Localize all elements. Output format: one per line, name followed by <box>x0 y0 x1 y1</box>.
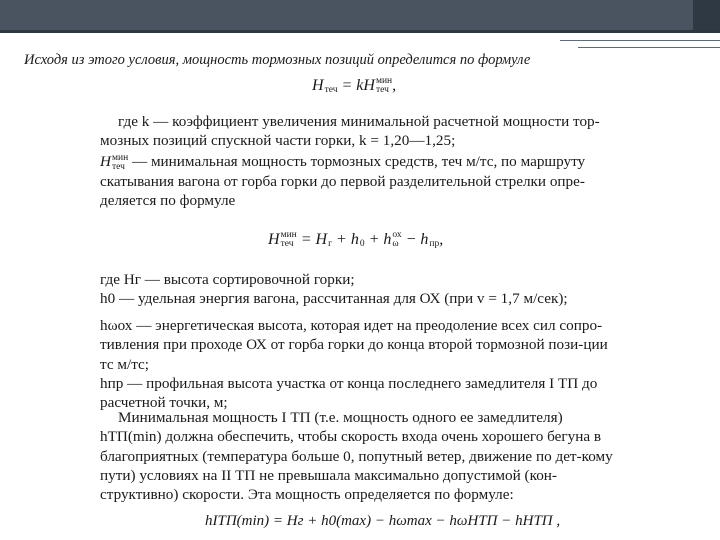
formula-2-plus2: + h <box>368 231 392 248</box>
formula-1-lhs-idx <box>325 77 338 95</box>
formula-1-rhs-idx <box>376 77 392 95</box>
formula-2-sub-g: г <box>328 239 333 250</box>
decor-line-2 <box>578 47 720 48</box>
formula-1-lhs: H <box>312 77 324 94</box>
decor-line-1 <box>560 40 720 41</box>
formula-2-g-idx <box>328 231 332 249</box>
para-k-definition: где k — коэффициент увеличения минимальной расчетной мощности тор-мозных позиций спускной части горки, k = 1,20—1,25; <box>100 113 600 150</box>
para-hpr: hпр — профильная высота участка от конца последнего замедлителя I ТП до расчетной точки, м; <box>100 375 598 412</box>
para-h-min-sup: мин <box>111 152 129 163</box>
para-h-min-text: — минимальная мощность тормозных средств, теч м/тс, по маршруту скатывания вагона от горба горки до первой разделительной стрелки опре-деляется по формуле <box>100 153 586 209</box>
slide-heading: Исходя из этого условия, мощность тормозных позиций определится по формуле <box>24 52 531 68</box>
para-min-power: Минимальная мощность I ТП (т.е. мощность одного ее замедлителя) hТП(min) должна обеспечить, чтобы скорость входа очень хорошего бегуна в благоприятных (температура больше 0, попутный ветер, движение по дет-кому пути) условиях на II ТП не превышала максимально допустимой (кон-структивно) скорости. Эта мощность определяется по формуле: <box>100 409 613 504</box>
formula-2-lhs-sup: мин <box>280 230 297 241</box>
formula-2-eq: = H <box>300 231 328 248</box>
formula-2-sub-w: ω <box>392 239 399 250</box>
formula-2-0-idx <box>360 231 365 249</box>
para-h-min-sub: теч <box>111 161 125 172</box>
scanned-page <box>100 72 630 540</box>
formula-1 <box>312 76 396 95</box>
para-h-min-symbol: H <box>100 153 111 170</box>
formula-3: hITП(min) = Hг + h0(max) − hωmax − hωНТП − hНТП , <box>205 513 561 529</box>
formula-2-sub-pr: пр <box>429 239 440 250</box>
formula-1-tail: , <box>392 77 397 94</box>
formula-1-rhs-sub: теч <box>375 85 389 96</box>
formula-2-sup-ox: ох <box>392 230 402 241</box>
para-hg: где Hг — высота сортировочной горки; <box>100 271 355 288</box>
formula-2-tail: , <box>439 231 444 248</box>
para-h-min-idx <box>112 154 128 172</box>
formula-2-lhs-sub: теч <box>280 239 294 250</box>
formula-2-plus: + h <box>336 231 359 248</box>
slide-top-bar-accent <box>0 30 720 33</box>
formula-2-lhs-idx <box>281 231 297 249</box>
para-hw: hωох — энергетическая высота, которая идет на преодоление всех сил сопро-тивления при проходе ОХ от горба горки до конца второй тормозной пози-ции тс м/тс; <box>100 317 608 373</box>
para-h-min <box>100 152 620 210</box>
formula-2-w-idx <box>392 231 401 249</box>
formula-2: H мин теч = H г + h 0 + h ох ω − h пр , <box>268 230 444 250</box>
formula-1-eq: = kH <box>341 77 375 94</box>
formula-2-minus: − h <box>405 231 429 248</box>
formula-1-rhs-sup: мин <box>375 76 393 87</box>
formula-1-lhs-sub: теч <box>324 85 338 96</box>
formula-2-pr-idx <box>429 231 439 249</box>
formula-2-sub-0: 0 <box>359 239 365 250</box>
slide-top-bar <box>0 0 720 30</box>
para-h0: h0 — удельная энергия вагона, рассчитанная для ОХ (при v = 1,7 м/сек); <box>100 290 568 307</box>
slide-corner-accent <box>693 0 720 30</box>
